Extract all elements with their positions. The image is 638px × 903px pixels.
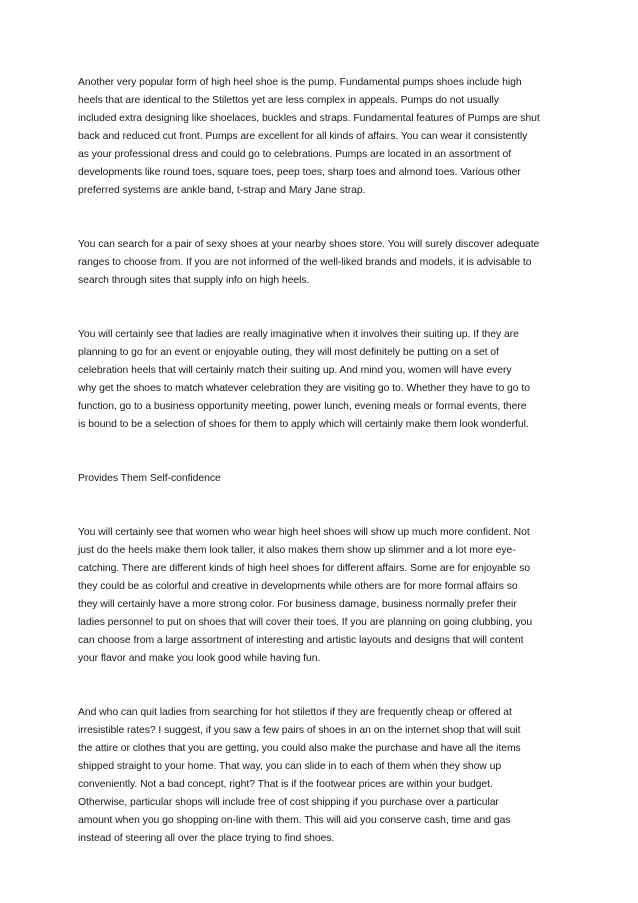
text-line: irresistible rates? I suggest, if you saw a few pairs of shoes in an on the internet shop that will suit: [78, 725, 521, 736]
text-line: conveniently. Not a bad concept, right? That is if the footwear prices are within your budget.: [78, 779, 493, 790]
text-line: shipped straight to your home. That way, you can slide in to each of them when they show up: [78, 761, 502, 772]
text-line: as your professional dress and could go to celebrations. Pumps are located in an assortment of: [78, 149, 512, 160]
text-line: heels that are identical to the Stilettos yet are less complex in appeals. Pumps do not usually: [78, 95, 499, 106]
text-line: ranges to choose from. If you are not informed of the well-liked brands and models, it is advisable to: [78, 257, 532, 268]
text-line: they will certainly have a more strong color. For business damage, business normally prefer their: [78, 599, 517, 610]
document-body: [78, 74, 562, 848]
text-line: developments like round toes, square toes, peep toes, sharp toes and almond toes. Various other: [78, 167, 521, 178]
section-heading-self-confidence: [78, 470, 562, 488]
text-line: they could be as colorful and creative in developments while others are for more formal affairs so: [78, 581, 518, 592]
text-line: ladies personnel to put on shoes that will cover their toes. If you are planning on going clubbing, you: [78, 617, 533, 628]
text-line: Otherwise, particular shops will include free of cost shipping if you purchase over a particular: [78, 797, 499, 808]
text-line: You can search for a pair of sexy shoes at your nearby shoes store. You will surely discover adequate: [78, 239, 540, 250]
text-line: included extra designing like shoelaces, buckles and straps. Fundamental features of Pumps are shut: [78, 113, 540, 124]
text-line: celebration heels that will certainly match their suiting up. And mind you, women will have every: [78, 365, 512, 376]
text-line: You will certainly see that ladies are really imaginative when it involves their suiting up. If they are: [78, 329, 519, 340]
text-line: You will certainly see that women who wear high heel shoes will show up much more confident. Not: [78, 527, 530, 538]
text-line: search through sites that supply info on high heels.: [78, 275, 310, 286]
paragraph-search-store: [78, 236, 562, 290]
text-line: preferred systems are ankle band, t-strap and Mary Jane strap.: [78, 185, 366, 196]
text-line: Another very popular form of high heel shoe is the pump. Fundamental pumps shoes include high: [78, 77, 522, 88]
text-line: Provides Them Self-confidence: [78, 473, 221, 484]
paragraph-hot-stilettos: [78, 704, 562, 848]
text-line: amount when you go shopping on-line with them. This will aid you conserve cash, time and gas: [78, 815, 511, 826]
text-line: And who can quit ladies from searching for hot stilettos if they are frequently cheap or offered at: [78, 707, 512, 718]
text-line: the attire or clothes that you are getting, you could also make the purchase and have all the items: [78, 743, 521, 754]
paragraph-imaginative-ladies: [78, 326, 562, 434]
paragraph-pumps: [78, 74, 562, 200]
text-line: is bound to be a selection of shoes for them to apply which will certainly make them look wonderful.: [78, 419, 529, 430]
text-line: can choose from a large assortment of interesting and artistic layouts and designs that will content: [78, 635, 524, 646]
text-line: back and reduced cut front. Pumps are excellent for all kinds of affairs. You can wear it consistently: [78, 131, 528, 142]
paragraph-confident: [78, 524, 562, 668]
text-line: function, go to a business opportunity meeting, power lunch, evening meals or formal events, there: [78, 401, 527, 412]
text-line: why get the shoes to match whatever celebration they are visiting go to. Whether they have to go to: [78, 383, 530, 394]
text-line: catching. There are different kinds of high heel shoes for different affairs. Some are for enjoyable so: [78, 563, 531, 574]
text-line: your flavor and make you look good while having fun.: [78, 653, 321, 664]
text-line: planning to go for an event or enjoyable outing, they will most definitely be putting on a set of: [78, 347, 499, 358]
text-line: just do the heels make them look taller, it also makes them show up slimmer and a lot more eye-: [78, 545, 516, 556]
text-line: instead of steering all over the place trying to find shoes.: [78, 833, 335, 844]
